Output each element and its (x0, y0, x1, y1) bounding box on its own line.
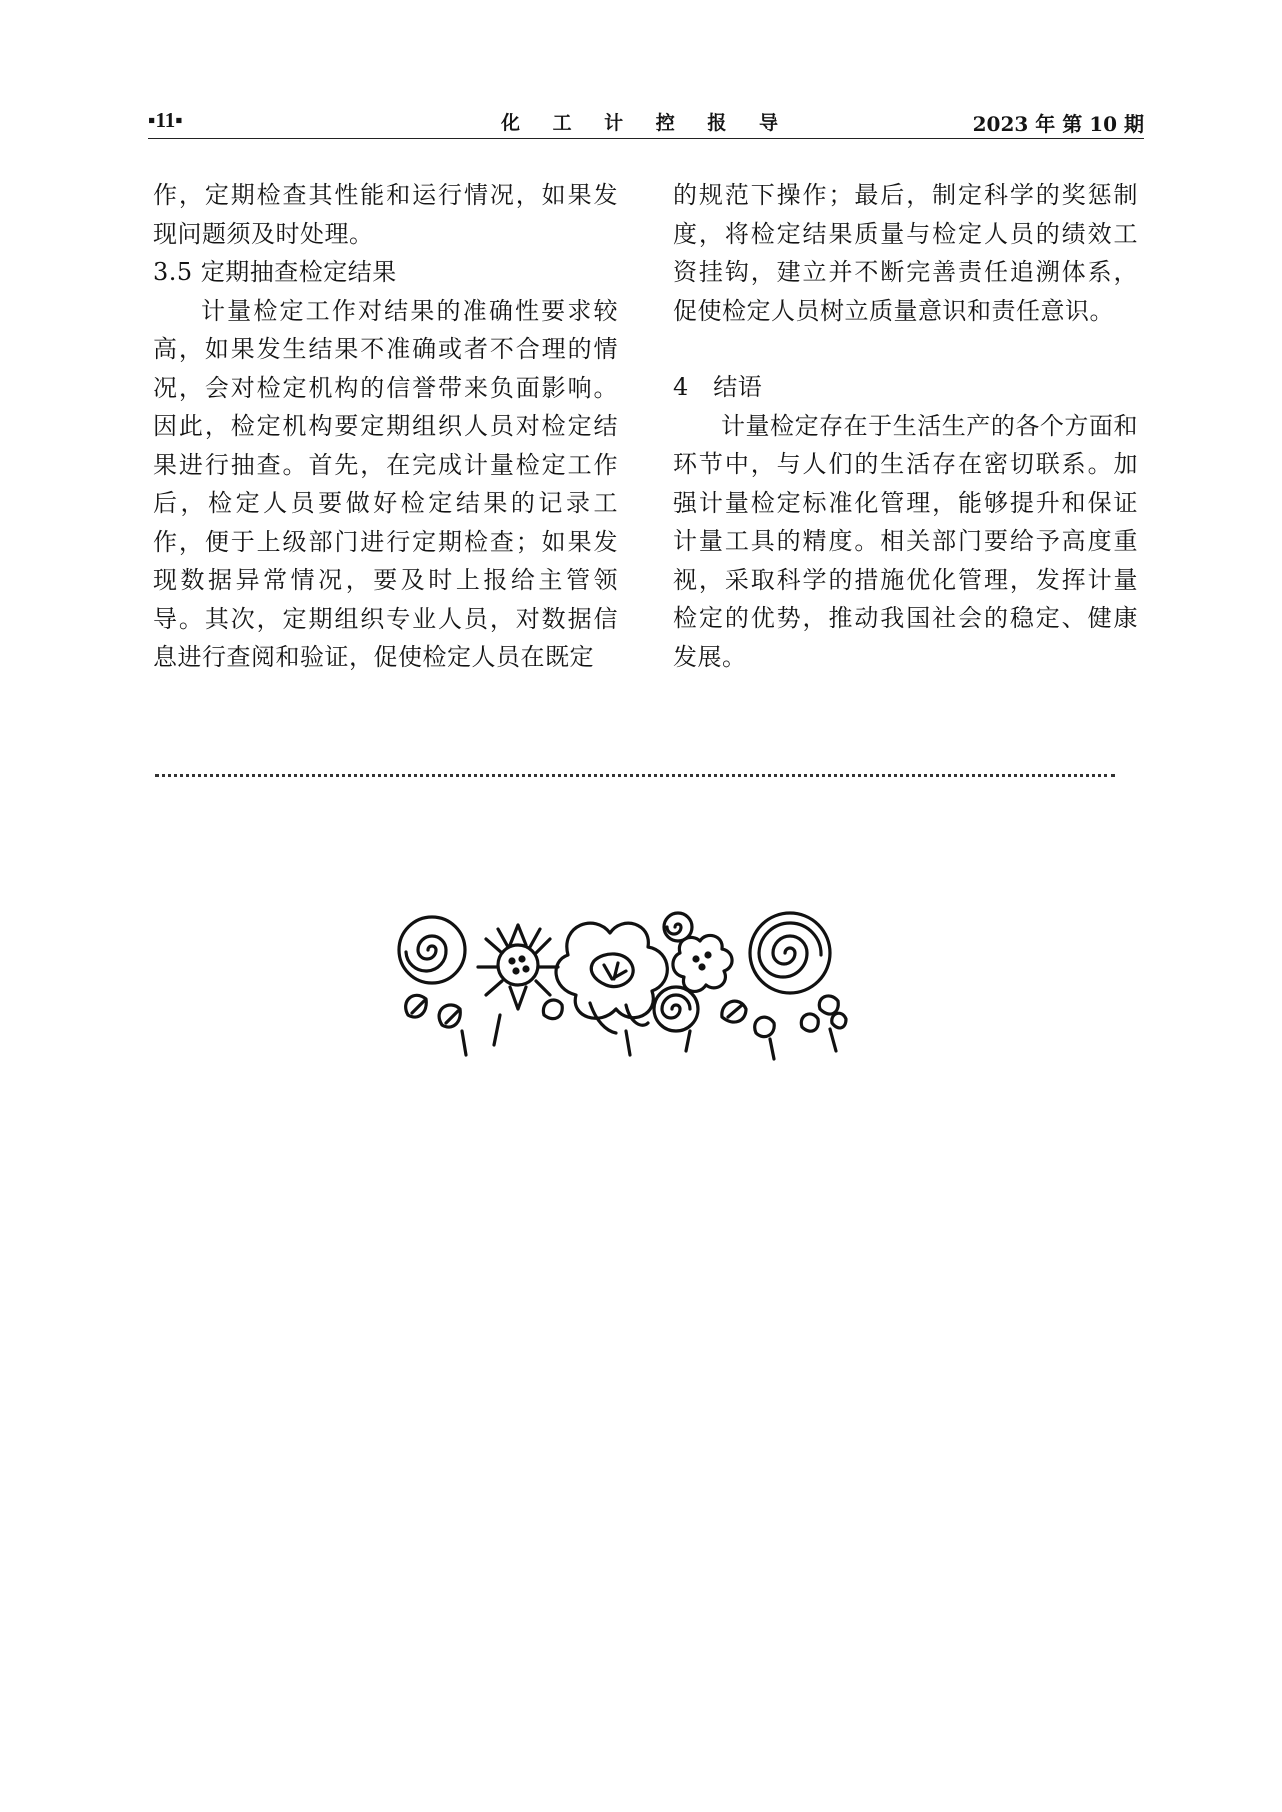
journal-title: 化 工 计 控 报 导 (500, 112, 792, 134)
paragraph-continued: 的规范下操作；最后，制定科学的奖惩制度，将检定结果质量与检定人员的绩效工资挂钩，建立并不断完善责任追溯体系，促使检定人员树立质量意识和责任意识。 (673, 181, 1138, 325)
paragraph-continued: 作，定期检查其性能和运行情况，如果发现问题须及时处理。 (153, 181, 618, 248)
dotted-separator (155, 774, 1115, 777)
section-heading-conclusion: 4 结语 (673, 373, 763, 401)
section-heading-3-5: 3.5 定期抽查检定结果 (153, 258, 397, 286)
left-column (153, 176, 618, 677)
issue-label: 2023 年 第 10 期 (972, 112, 1144, 136)
flower-ornament-icon (390, 905, 870, 1065)
running-header (148, 104, 1144, 139)
page-number: ▪11▪ (148, 108, 183, 132)
paragraph-spot-check: 计量检定工作对结果的准确性要求较高，如果发生结果不准确或者不合理的情况，会对检定机构的信誉带来负面影响。因此，检定机构要定期组织人员对检定结果进行抽查。首先，在完成计量检定工作后，检定人员要做好检定结果的记录工作，便于上级部门进行定期检查；如果发现数据异常情况，要及时上报给主管领导。其次，定期组织专业人员，对数据信息进行查阅和验证，促使检定人员在既定 (153, 296, 618, 671)
right-column (673, 176, 1138, 676)
paragraph-conclusion: 计量检定存在于生活生产的各个方面和环节中，与人们的生活存在密切联系。加强计量检定标准化管理，能够提升和保证计量工具的精度。相关部门要给予高度重视，采取科学的措施优化管理，发挥计量检定的优势，推动我国社会的稳定、健康发展。 (673, 411, 1138, 671)
